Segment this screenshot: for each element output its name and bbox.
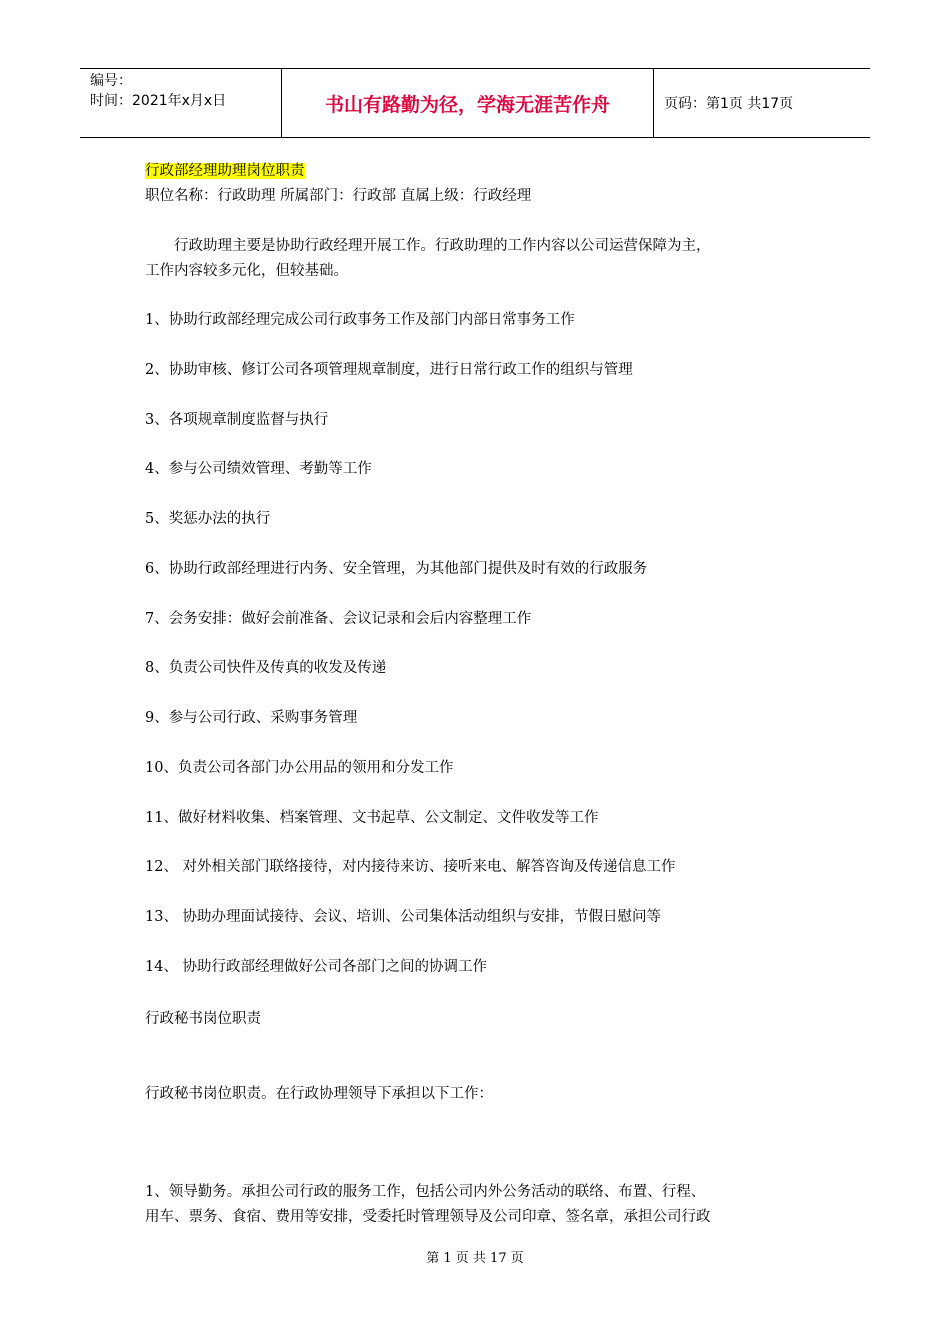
list-item: 11、做好材料收集、档案管理、文书起草、公文制定、文件收发等工作 — [145, 810, 599, 826]
list-item: 9、参与公司行政、采购事务管理 — [145, 710, 358, 726]
list-item: 6、协助行政部经理进行内务、安全管理，为其他部门提供及时有效的行政服务 — [145, 561, 648, 577]
list-item: 1、协助行政部经理完成公司行政事务工作及部门内部日常事务工作 — [145, 312, 575, 328]
section-2-item-1-line-2: 用车、票务、食宿、费用等安排，受委托时管理领导及公司印章、签名章，承担公司行政 — [145, 1209, 711, 1225]
list-item: 3、各项规章制度监督与执行 — [145, 412, 329, 428]
document-title — [145, 161, 305, 181]
list-item: 13、 协助办理面试接待、会议、培训、公司集体活动组织与安排，节假日慰问等 — [145, 909, 662, 925]
document-date: 时间：2021年x月x日 — [90, 93, 227, 109]
list-item: 4、参与公司绩效管理、考勤等工作 — [145, 461, 372, 477]
list-item: 7、会务安排：做好会前准备、会议记录和会后内容整理工作 — [145, 611, 532, 627]
section-2-title: 行政秘书岗位职责 — [145, 1011, 261, 1027]
section-2-item-1-line-1: 1、领导勤务。承担公司行政的服务工作，包括公司内外公务活动的联络、布置、行程、 — [145, 1184, 706, 1200]
intro-line-2: 工作内容较多元化，但较基础。 — [145, 263, 348, 279]
list-item: 2、协助审核、修订公司各项管理规章制度，进行日常行政工作的组织与管理 — [145, 362, 633, 378]
list-item: 12、 对外相关部门联络接待，对内接待来访、接听来电、解答咨询及传递信息工作 — [145, 859, 676, 875]
page-footer: 第 1 页 共 17 页 — [426, 1251, 524, 1266]
page-header — [80, 68, 870, 138]
intro-line-1: 行政助理主要是协助行政经理开展工作。行政助理的工作内容以公司运营保障为主， — [174, 238, 711, 254]
list-item: 10、负责公司各部门办公用品的领用和分发工作 — [145, 760, 454, 776]
document-number-label: 编号： — [90, 73, 132, 89]
list-item: 8、负责公司快件及传真的收发及传递 — [145, 660, 387, 676]
header-motto: 书山有路勤为径，学海无涯苦作舟 — [282, 69, 654, 137]
list-item: 5、奖惩办法的执行 — [145, 511, 271, 527]
header-meta — [80, 69, 282, 137]
position-info: 职位名称：行政助理 所属部门：行政部 直属上级：行政经理 — [145, 188, 532, 204]
title-highlight: 行政部经理助理岗位职责 — [145, 163, 305, 179]
header-page-code: 页码：第1页 共17页 — [664, 96, 794, 112]
section-2-intro: 行政秘书岗位职责。在行政协理领导下承担以下工作： — [145, 1086, 493, 1102]
list-item: 14、 协助行政部经理做好公司各部门之间的协调工作 — [145, 959, 488, 975]
